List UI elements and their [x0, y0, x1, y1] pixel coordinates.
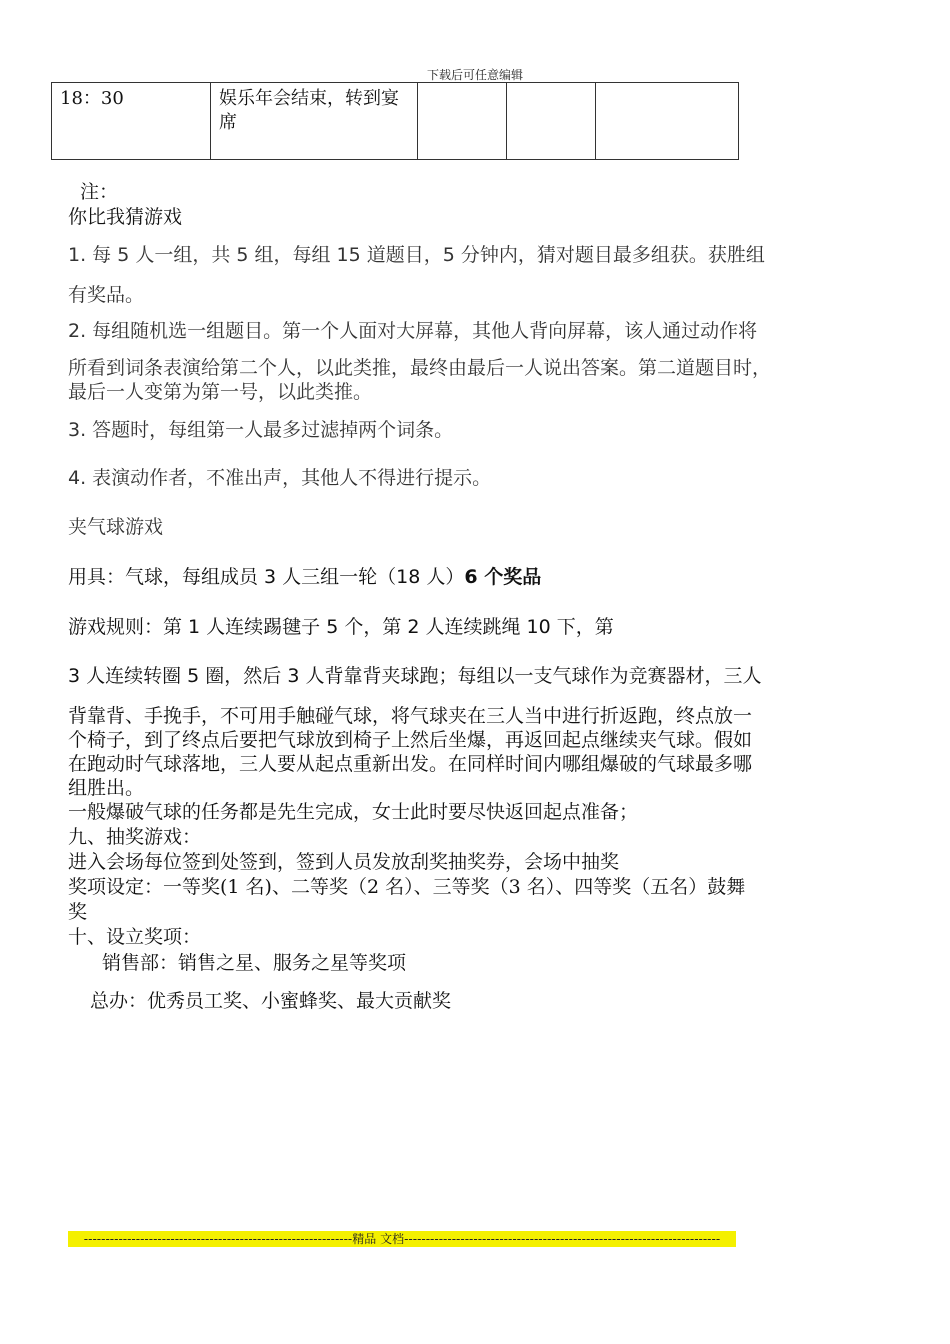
section9-title: 九、抽奖游戏： [68, 826, 202, 848]
game2-rule-e: 在跑动时气球落地，三人要从起点重新出发。在同样时间内哪组爆破的气球最多哪 [68, 753, 753, 775]
game2-rule-g: 一般爆破气球的任务都是先生完成，女士此时要尽快返回起点准备； [68, 801, 639, 823]
note-label: 注： [80, 181, 119, 203]
section9-line1: 进入会场每位签到处签到，签到人员发放刮奖抽奖券，会场中抽奖 [68, 851, 620, 873]
game1-rule-2a: 2. 每组随机选一组题目。第一个人面对大屏幕，其他人背向屏幕，该人通过动作将 [68, 320, 758, 342]
footer-bar: --------------------------------------------------------------精品 文档------------------------------------------------------------------------- [68, 1231, 736, 1247]
schedule-table [51, 82, 739, 160]
game1-rule-2c: 最后一人变第为第一号，以此类推。 [68, 381, 373, 403]
section10-admin: 总办：优秀员工奖、小蜜蜂奖、最大贡献奖 [90, 990, 452, 1012]
game2-rule-c: 背靠背、手挽手，不可用手触碰气球，将气球夹在三人当中进行折返跑，终点放一 [68, 705, 753, 727]
game2-tools [68, 565, 541, 589]
game1-rule-4: 4. 表演动作者，不准出声，其他人不得进行提示。 [68, 467, 492, 489]
section9-line3: 奖 [68, 901, 88, 923]
empty-cell [596, 83, 739, 160]
game1-rule-2b: 所看到词条表演给第二个人，以此类推，最终由最后一人说出答案。第二道题目时， [68, 357, 772, 379]
game2-rule-b: 3 人连续转圈 5 圈，然后 3 人背靠背夹球跑；每组以一支气球作为竞赛器材，三人 [68, 665, 762, 687]
game1-title: 你比我猜游戏 [68, 206, 183, 228]
header-note: 下载后可任意编辑 [426, 68, 523, 82]
game2-rule-f: 组胜出。 [68, 777, 145, 799]
game1-rule-3: 3. 答题时，每组第一人最多过滤掉两个词条。 [68, 419, 454, 441]
section10-title: 十、设立奖项： [68, 926, 202, 948]
section9-line2: 奖项设定：一等奖(1 名)、二等奖（2 名）、三等奖（3 名）、四等奖（五名）鼓舞 [68, 876, 746, 898]
empty-cell [507, 83, 596, 160]
item-cell: 娱乐年会结束，转到宴席 [211, 83, 418, 160]
table-row [52, 83, 739, 160]
game2-rule-d: 个椅子，到了终点后要把气球放到椅子上然后坐爆，再返回起点继续夹气球。假如 [68, 729, 753, 751]
game2-title: 夹气球游戏 [68, 516, 164, 538]
section10-sales: 销售部：销售之星、服务之星等奖项 [102, 952, 407, 974]
game1-rule-1a: 1. 每 5 人一组，共 5 组，每组 15 道题目，5 分钟内，猜对题目最多组获。获胜组 [68, 244, 765, 266]
game2-rule-a: 游戏规则：第 1 人连续踢毽子 5 个，第 2 人连续跳绳 10 下，第 [68, 616, 614, 638]
game1-rule-1b: 有奖品。 [68, 284, 145, 306]
game2-tools-text: 用具：气球，每组成员 3 人三组一轮（18 人） [68, 566, 465, 588]
empty-cell [418, 83, 507, 160]
game2-tools-prize: 6 个奖品 [464, 566, 542, 588]
time-cell: 18：30 [52, 83, 211, 160]
